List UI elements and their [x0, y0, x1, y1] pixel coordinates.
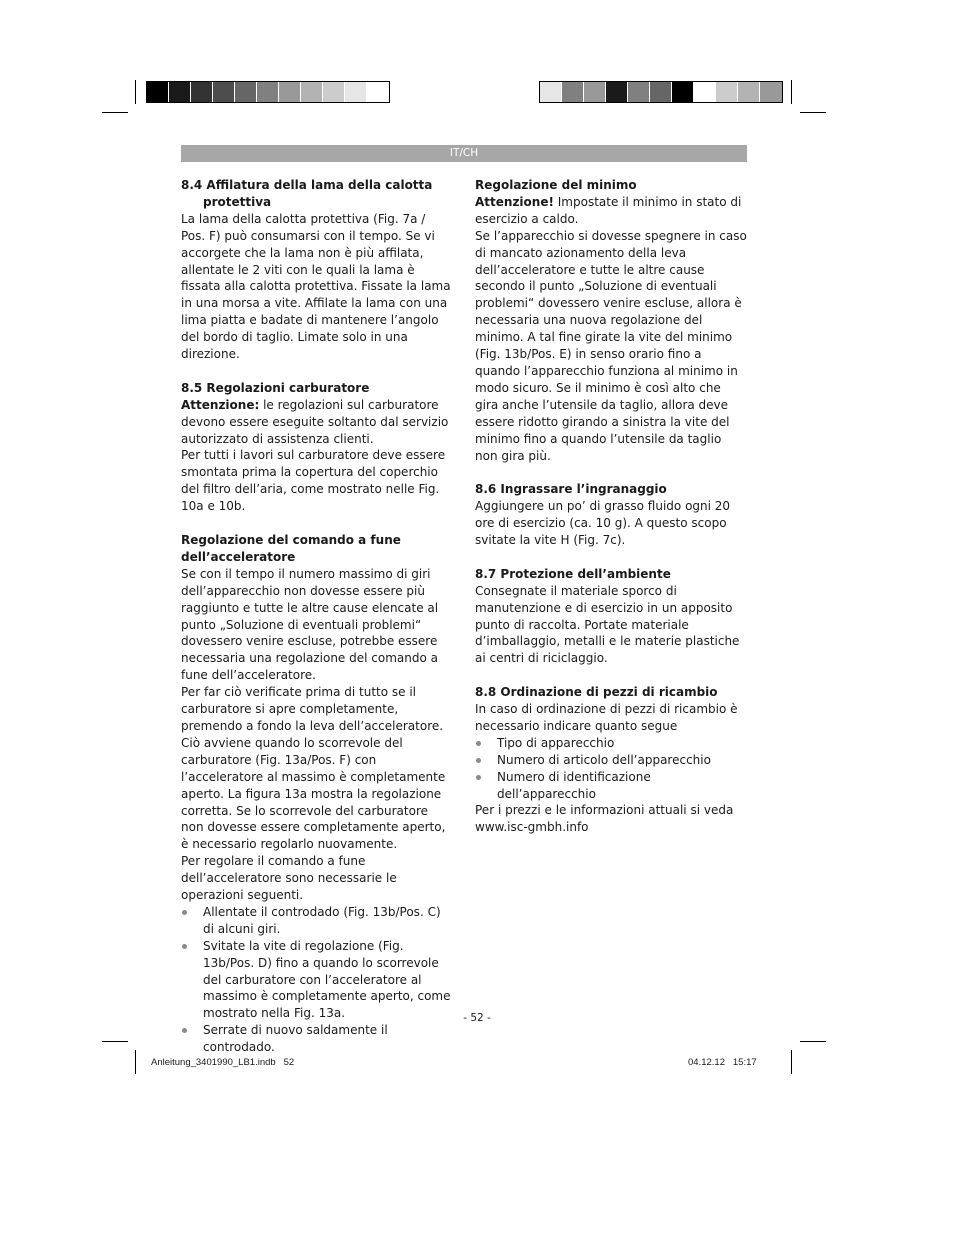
- section-footer-8-8: Per i prezzi e le informazioni attuali si veda www.isc-gmbh.info: [475, 803, 734, 835]
- idle-attention: [475, 194, 747, 228]
- color-swatch: [584, 82, 606, 102]
- crop-mark-bottom-right-h: [800, 1041, 826, 1042]
- attention-text: Impostate il minimo in stato di esercizio a caldo.: [475, 194, 742, 226]
- list-item: Tipo di apparecchio: [475, 735, 747, 752]
- idle-title: Regolazione del minimo: [475, 178, 637, 192]
- footer-filename: Anleitung_3401990_LB1.indb 52: [151, 1057, 295, 1068]
- section-title-8-8: 8.8 Ordinazione di pezzi di ricambio: [475, 685, 718, 700]
- crop-mark-bottom-right-v: [791, 1050, 792, 1074]
- list-item: Allentate il controdado (Fig. 13b/Pos. C) di alcuni giri.: [181, 904, 453, 938]
- language-label: IT/CH: [449, 147, 479, 159]
- bullet-icon: [182, 910, 187, 915]
- attention-text: le regolazioni sul carburatore devono essere eseguite soltanto dal servizio autorizzato di assistenza clienti.: [181, 397, 449, 446]
- section-title-8-7: 8.7 Protezione dell’ambiente: [475, 566, 671, 581]
- color-bar-right: [539, 81, 783, 103]
- color-swatch: [540, 82, 562, 102]
- bullet-icon: [182, 1028, 187, 1033]
- color-swatch: [147, 82, 169, 102]
- section-body-8-5: Per tutti i lavori sul carburatore deve essere smontata prima la copertura del coperchio del filtro dell’aria, come mostrato nelle Fig. 10a e 10b.: [181, 448, 446, 514]
- bullet-icon: [476, 775, 481, 780]
- throttle-paragraph-1: Se con il tempo il numero massimo di giri dell’apparecchio non dovesse essere più raggiunto e tutte le altre cause elencate al punto „Soluzione di eventuali problemi“ dovessero venire escluse, potrebbe essere necessaria una regolazione del comando a fune dell’acceleratore.: [181, 566, 439, 683]
- throttle-title: Regolazione del comando a fune dell’acceleratore: [181, 533, 401, 564]
- section-body-8-7: Consegnate il materiale sporco di manutenzione e di esercizio in un apposito punto di raccolta. Portate materiale d’imballaggio, metalli e le materie plastiche ai centri di riciclaggio.: [475, 583, 740, 666]
- page-number: - 52 -: [463, 1012, 491, 1024]
- color-swatch: [367, 82, 389, 102]
- list-item: Svitate la vite di regolazione (Fig. 13b/Pos. D) fino a quando lo scorrevole del carburatore con l’acceleratore al massimo è completamente aperto, come mostrato nella Fig. 13a.: [181, 938, 453, 1023]
- crop-mark-top-left-v: [135, 80, 136, 104]
- color-swatch: [235, 82, 257, 102]
- section-title-8-4: 8.4 Affilatura della lama della calotta protettiva: [181, 178, 433, 209]
- bullet-icon: [476, 741, 481, 746]
- list-item: Serrate di nuovo saldamente il controdado.: [181, 1022, 453, 1056]
- throttle-paragraph-2: Per far ciò verificate prima di tutto se il carburatore si apre completamente, premendo a fondo la leva dell’acceleratore. Ciò avviene quando lo scorrevole del carburatore (Fig. 13a/Pos. F) con l’acceleratore al massimo è completamente aperto. La figura 13a mostra la regolazione corretta. Se lo scorrevole del carburatore non dovesse essere completamente aperto, è necessario regolarlo nuovamente.: [181, 685, 446, 852]
- spare-parts-list: [475, 735, 747, 803]
- section-title-8-5: 8.5 Regolazioni carburatore: [181, 380, 370, 395]
- color-swatch: [738, 82, 760, 102]
- color-swatch: [257, 82, 279, 102]
- crop-mark-bottom-left-h: [102, 1041, 128, 1042]
- attention-label: Attenzione!: [475, 194, 554, 209]
- bullet-icon: [476, 758, 481, 763]
- list-item: Numero di articolo dell’apparecchio: [475, 752, 747, 769]
- color-swatch: [213, 82, 235, 102]
- crop-mark-top-right-v: [791, 80, 792, 104]
- color-swatch: [760, 82, 782, 102]
- color-swatch: [279, 82, 301, 102]
- color-swatch: [650, 82, 672, 102]
- color-swatch: [301, 82, 323, 102]
- color-swatch: [562, 82, 584, 102]
- section-attention-8-5: [181, 397, 453, 448]
- color-swatch: [606, 82, 628, 102]
- left-column: [181, 177, 453, 1056]
- language-header: [181, 145, 747, 162]
- throttle-steps-list: [181, 904, 453, 1056]
- color-swatch: [716, 82, 738, 102]
- crop-mark-bottom-left-v: [135, 1050, 136, 1074]
- color-swatch: [345, 82, 367, 102]
- list-item: Numero di identificazione dell’apparecchio: [475, 769, 747, 803]
- section-body-8-8: In caso di ordinazione di pezzi di ricambio è necessario indicare quanto segue: [475, 702, 738, 733]
- section-body-8-6: Aggiungere un po’ di grasso fluido ogni 20 ore di esercizio (ca. 10 g). A questo scopo svitate la vite H (Fig. 7c).: [475, 499, 731, 548]
- color-bar-left: [146, 81, 390, 103]
- attention-label: Attenzione:: [181, 397, 260, 412]
- color-swatch: [628, 82, 650, 102]
- bullet-icon: [182, 944, 187, 949]
- throttle-paragraph-3: Per regolare il comando a fune dell’acceleratore sono necessarie le operazioni seguenti.: [181, 854, 397, 903]
- idle-body: Se l’apparecchio si dovesse spegnere in caso di mancato azionamento della leva dell’acceleratore e tutte le altre cause secondo il punto „Soluzione di eventuali problemi“ dovessero venire escluse, allora è necessaria una nuova regolazione del minimo. A tal fine girate la vite del minimo (Fig. 13b/Pos. E) in senso orario fino a quando l’apparecchio funziona al minimo in modo sicuro. Se il minimo è così alto che gira anche l’utensile da taglio, allora deve essere ridotto girando a sinistra la vite del minimo fino a quando l’utensile da taglio non gira più.: [475, 228, 747, 463]
- right-column: [475, 177, 747, 836]
- color-swatch: [694, 82, 716, 102]
- color-swatch: [191, 82, 213, 102]
- color-swatch: [672, 82, 694, 102]
- crop-mark-top-right-h: [800, 112, 826, 113]
- footer-datetime: 04.12.12 15:17: [688, 1057, 757, 1068]
- crop-mark-top-left-h: [102, 112, 128, 113]
- section-body-8-4: La lama della calotta protettiva (Fig. 7a / Pos. F) può consumarsi con il tempo. Se vi accorgete che la lama non è più affilata, allentate le 2 viti con le quali la lama è fissata alla calotta protettiva. Fissate la lama in una morsa a vite. Affilate la lama con una lima piatta e badate di mantenere l’angolo del bordo di taglio. Limate solo in una direzione.: [181, 211, 451, 362]
- color-swatch: [169, 82, 191, 102]
- color-swatch: [323, 82, 345, 102]
- section-title-8-6: 8.6 Ingrassare l’ingranaggio: [475, 482, 667, 497]
